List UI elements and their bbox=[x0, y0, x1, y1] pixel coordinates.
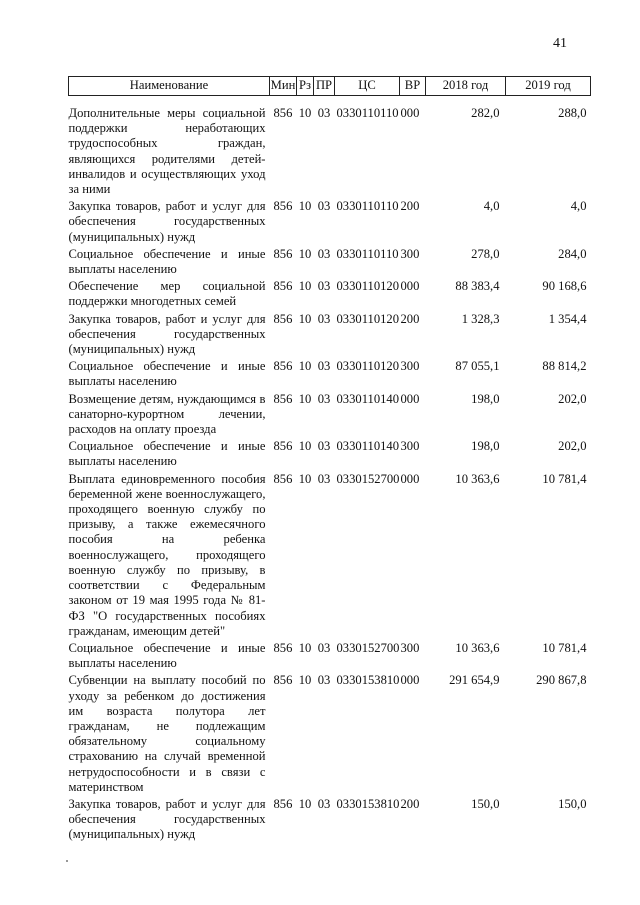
row-min-cell: 856 bbox=[273, 311, 293, 326]
row-2019-cell: 10 781,4 bbox=[542, 471, 587, 486]
row-2018-cell: 198,0 bbox=[471, 391, 500, 406]
row-2019-cell: 150,0 bbox=[558, 796, 587, 811]
row-pr-cell: 03 bbox=[317, 391, 331, 406]
row-min-cell: 856 bbox=[273, 106, 293, 120]
row-vr-cell: 300 bbox=[400, 640, 420, 655]
header-cs: ЦС bbox=[335, 77, 400, 96]
table-row bbox=[69, 392, 591, 440]
row-min-cell: 856 bbox=[273, 391, 293, 406]
header-2019: 2019 год bbox=[506, 77, 591, 96]
row-rz-cell: 10 bbox=[298, 311, 312, 326]
row-vr-cell: 300 bbox=[400, 359, 420, 374]
table-row bbox=[69, 312, 591, 360]
header-name: Наименование bbox=[69, 77, 270, 96]
row-name-cell: Социальное обеспечение и иные выплаты населению bbox=[68, 359, 266, 389]
table-body bbox=[69, 96, 591, 845]
row-vr-cell: 200 bbox=[400, 311, 420, 326]
row-min-cell: 856 bbox=[273, 359, 293, 374]
table-row bbox=[69, 247, 591, 279]
row-cs-cell: 0330110140 bbox=[336, 439, 400, 454]
row-rz-cell: 10 bbox=[298, 471, 312, 486]
row-cs-cell: 0330110110 bbox=[336, 199, 399, 214]
row-name-cell: Обеспечение мер социальной поддержки многодетных семей bbox=[68, 279, 266, 309]
row-2018-cell: 1 328,3 bbox=[461, 311, 500, 326]
row-pr-cell: 03 bbox=[317, 279, 331, 294]
table-row bbox=[69, 673, 591, 797]
row-2018-cell: 4,0 bbox=[483, 199, 500, 214]
row-vr-cell: 300 bbox=[400, 246, 420, 261]
row-rz-cell: 10 bbox=[298, 673, 312, 688]
row-pr-cell: 03 bbox=[317, 199, 331, 214]
row-cs-cell: 0330110120 bbox=[336, 359, 400, 374]
scan-speck bbox=[66, 860, 68, 862]
page-number: 41 bbox=[553, 36, 567, 51]
row-pr-cell: 03 bbox=[317, 246, 331, 261]
row-vr-cell: 200 bbox=[400, 796, 420, 811]
table-row bbox=[69, 359, 591, 391]
budget-table bbox=[68, 76, 591, 845]
row-cs-cell: 0330110120 bbox=[336, 311, 400, 326]
row-name-cell: Дополнительные меры социальной поддержки неработающих трудоспособных граждан, являющихся родителями детей-инвалидов и осуществляющих уход за ними bbox=[68, 106, 266, 197]
header-min: Мин bbox=[270, 77, 297, 96]
row-2018-cell: 10 363,6 bbox=[455, 471, 500, 486]
row-2019-cell: 1 354,4 bbox=[548, 311, 587, 326]
row-cs-cell: 0330110110 bbox=[336, 246, 399, 261]
row-vr-cell: 000 bbox=[400, 279, 420, 294]
row-vr-cell: 000 bbox=[400, 391, 420, 406]
row-cs-cell: 0330153810 bbox=[336, 673, 400, 688]
row-min-cell: 856 bbox=[273, 471, 293, 486]
row-name-cell: Закупка товаров, работ и услуг для обеспечения государственных (муниципальных) нужд bbox=[68, 199, 266, 244]
row-name-cell: Возмещение детям, нуждающимся в санаторно-курортном лечении, расходов на оплату проезда bbox=[68, 391, 266, 437]
row-rz-cell: 10 bbox=[298, 640, 312, 655]
row-2018-cell: 198,0 bbox=[471, 439, 500, 454]
row-pr-cell: 03 bbox=[317, 673, 331, 688]
row-min-cell: 856 bbox=[273, 673, 293, 688]
row-2019-cell: 202,0 bbox=[558, 439, 587, 454]
row-rz-cell: 10 bbox=[298, 199, 312, 214]
row-rz-cell: 10 bbox=[298, 439, 312, 454]
row-pr-cell: 03 bbox=[317, 359, 331, 374]
row-pr-cell: 03 bbox=[317, 640, 331, 655]
row-2019-cell: 290 867,8 bbox=[536, 673, 587, 688]
table-row bbox=[69, 199, 591, 247]
row-2019-cell: 284,0 bbox=[558, 246, 587, 261]
table-row bbox=[69, 439, 591, 471]
row-pr-cell: 03 bbox=[317, 311, 331, 326]
table-row bbox=[69, 797, 591, 845]
row-pr-cell: 03 bbox=[317, 471, 331, 486]
row-2019-cell: 288,0 bbox=[558, 106, 587, 120]
row-2018-cell: 10 363,6 bbox=[455, 640, 500, 655]
row-name-cell: Социальное обеспечение и иные выплаты населению bbox=[68, 640, 266, 671]
row-2019-cell: 4,0 bbox=[570, 199, 587, 214]
table-row bbox=[69, 641, 591, 673]
row-name-cell: Субвенции на выплату пособий по уходу за ребенком до достижения им возраста полутора лет гражданам, не подлежащим обязательному социальному страхованию на случай временной нетрудоспособности и в связи с материнством bbox=[68, 673, 266, 794]
header-spacer bbox=[69, 96, 591, 107]
row-2018-cell: 278,0 bbox=[471, 246, 500, 261]
row-vr-cell: 200 bbox=[400, 199, 420, 214]
row-2018-cell: 88 383,4 bbox=[455, 279, 500, 294]
row-cs-cell: 0330152700 bbox=[336, 640, 400, 655]
row-rz-cell: 10 bbox=[298, 359, 312, 374]
table-header bbox=[69, 77, 591, 96]
row-rz-cell: 10 bbox=[298, 796, 312, 811]
row-min-cell: 856 bbox=[273, 279, 293, 294]
header-2018: 2018 год bbox=[426, 77, 506, 96]
row-name-cell: Социальное обеспечение и иные выплаты населению bbox=[68, 439, 266, 469]
header-rz: Рз bbox=[297, 77, 314, 96]
row-cs-cell: 0330110110 bbox=[336, 106, 399, 120]
row-name-cell: Выплата единовременного пособия беременной жене военнослужащего, проходящего военную службу по призыву, а также ежемесячного пособия на ребенка военнослужащего, проходящего военную службу по призыву, в соответствии с Федеральным законом от 19 мая 1995 года № 81-ФЗ "О государственных пособиях гражданам, имеющим детей" bbox=[68, 471, 266, 638]
row-2019-cell: 88 814,2 bbox=[542, 359, 587, 374]
row-rz-cell: 10 bbox=[298, 106, 312, 120]
row-cs-cell: 0330110120 bbox=[336, 279, 400, 294]
row-vr-cell: 000 bbox=[400, 673, 420, 688]
header-vr: ВР bbox=[400, 77, 426, 96]
row-vr-cell: 000 bbox=[400, 106, 420, 120]
row-2019-cell: 202,0 bbox=[558, 391, 587, 406]
row-vr-cell: 000 bbox=[400, 471, 420, 486]
row-name-cell: Закупка товаров, работ и услуг для обеспечения государственных (муниципальных) нужд bbox=[68, 311, 266, 357]
row-rz-cell: 10 bbox=[298, 246, 312, 261]
table-row bbox=[69, 279, 591, 311]
table-row bbox=[69, 472, 591, 641]
row-pr-cell: 03 bbox=[317, 439, 331, 454]
row-2018-cell: 291 654,9 bbox=[449, 673, 500, 688]
row-name-cell: Социальное обеспечение и иные выплаты населению bbox=[68, 246, 266, 277]
row-cs-cell: 0330152700 bbox=[336, 471, 400, 486]
row-2019-cell: 10 781,4 bbox=[542, 640, 587, 655]
row-2018-cell: 282,0 bbox=[471, 106, 500, 120]
row-min-cell: 856 bbox=[273, 439, 293, 454]
row-2018-cell: 150,0 bbox=[471, 796, 500, 811]
row-name-cell: Закупка товаров, работ и услуг для обеспечения государственных (муниципальных) нужд bbox=[68, 796, 266, 842]
header-pr: ПР bbox=[314, 77, 335, 96]
table-row bbox=[69, 106, 591, 199]
row-min-cell: 856 bbox=[273, 199, 293, 214]
row-rz-cell: 10 bbox=[298, 279, 312, 294]
row-2019-cell: 90 168,6 bbox=[542, 279, 587, 294]
row-min-cell: 856 bbox=[273, 796, 293, 811]
row-pr-cell: 03 bbox=[317, 106, 331, 120]
row-vr-cell: 300 bbox=[400, 439, 420, 454]
row-cs-cell: 0330153810 bbox=[336, 796, 400, 811]
row-pr-cell: 03 bbox=[317, 796, 331, 811]
row-min-cell: 856 bbox=[273, 640, 293, 655]
row-cs-cell: 0330110140 bbox=[336, 391, 400, 406]
row-rz-cell: 10 bbox=[298, 391, 312, 406]
row-2018-cell: 87 055,1 bbox=[455, 359, 500, 374]
row-min-cell: 856 bbox=[273, 246, 293, 261]
